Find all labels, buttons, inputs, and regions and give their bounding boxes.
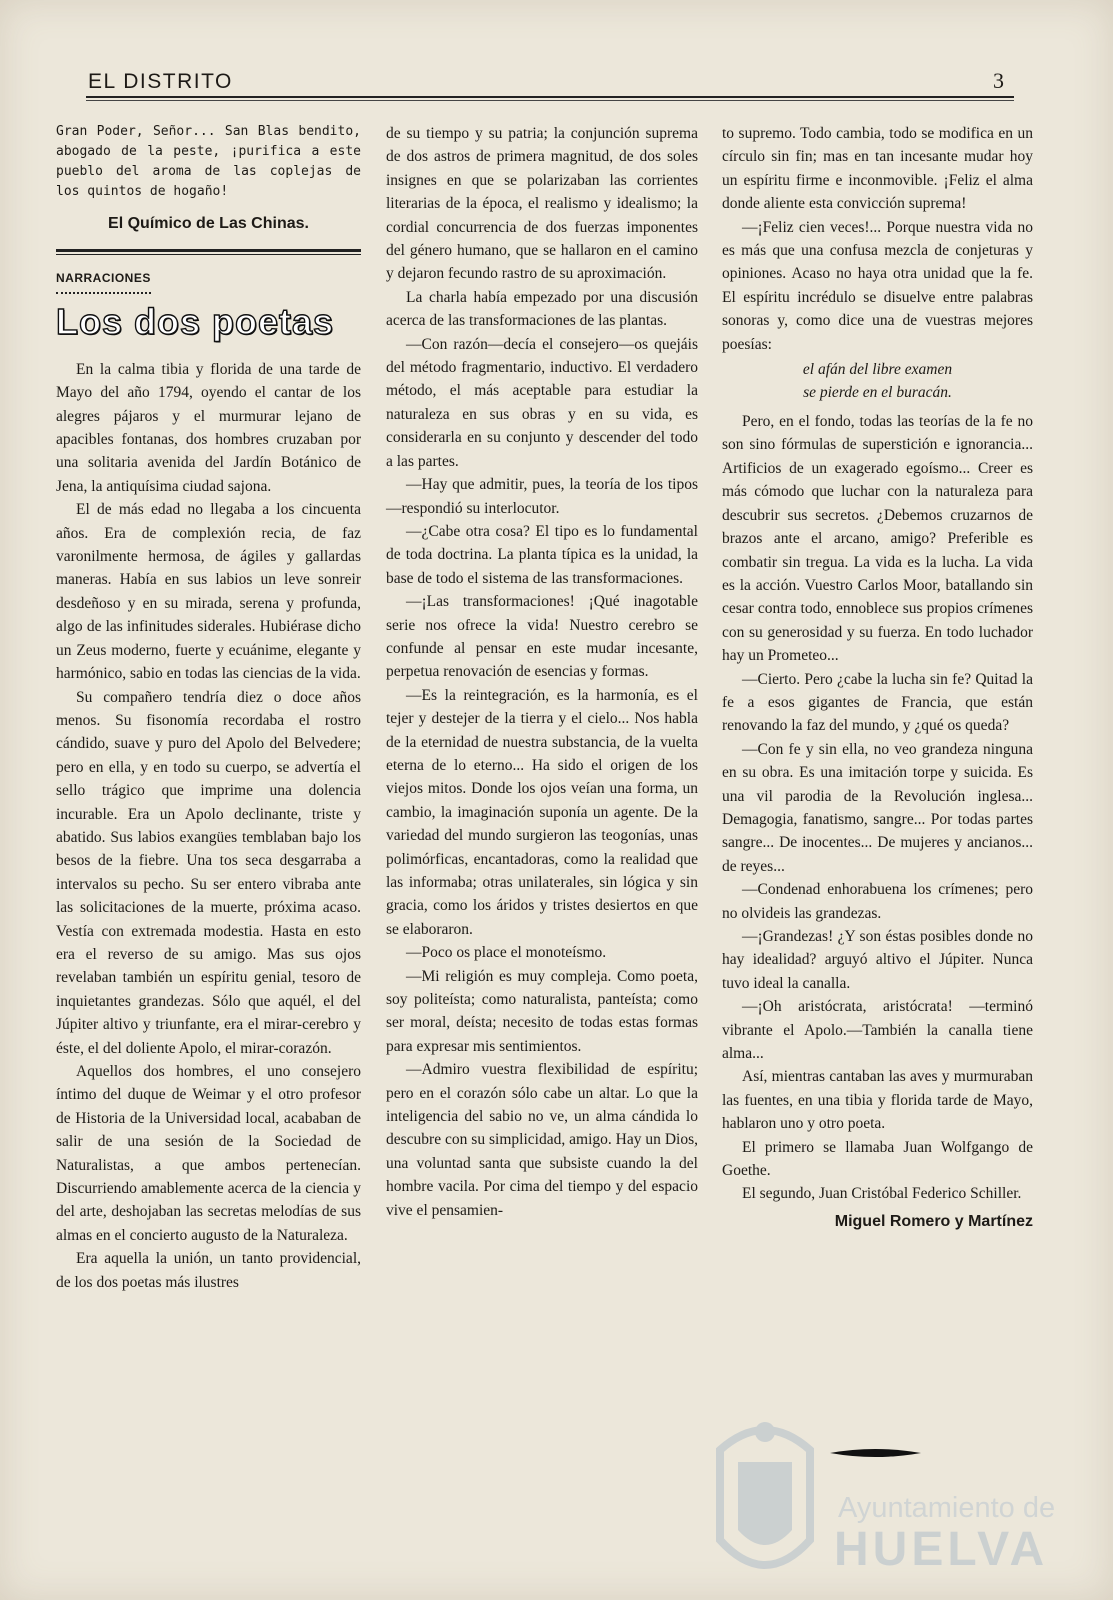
header-rule (86, 96, 1014, 98)
paragraph: Así, mientras cantaban las aves y murmuraban las fuentes, en una tibia y florida tarde de Mayo, hablaron uno y otro poeta. (722, 1068, 1033, 1133)
quote-text: Gran Poder, Señor... San Blas bendito, abogado de la peste, ¡purifica a este pueblo del aroma de las coplejas de los quintos de hogaño! (56, 124, 361, 199)
watermark (700, 1400, 1056, 1590)
paragraph: Pero, en el fondo, todas las teorías de la fe no son sino fórmulas de superstición e ignorancia... Artificios de un exagerado egoísmo... Creer es más cómodo que luchar con la naturaleza para descubrir sus secretos. ¿Debemos cruzarnos de brazos ante el arcano, amigo? Preferible es combatir sin tregua. La vida es la lucha. La vida es la acción. Vuestro Carlos Moor, batallando sin cesar contra todo, ennoblece sus propios crímenes con su generosidad y su fuerza. En todo luchador hay un Prometeo... (722, 413, 1033, 665)
paragraph: —Hay que admitir, pues, la teoría de los tipos—respondió su interlocutor. (386, 476, 698, 517)
paragraph: —¿Cabe otra cosa? El tipo es lo fundamental de toda doctrina. La planta típica es la unidad, la base de todo el sistema de las transformaciones. (386, 522, 698, 587)
paragraph: Era aquella la unión, un tanto providencial, de los dos poetas más ilustres (56, 1250, 361, 1291)
paragraph: —Es la reintegración, es la harmonía, es el tejer y destejer de la tierra y el cielo... Nos habla de la eternidad de nuestra substancia, de la vuelta eterna de lo eterno... Ha sido el origen de los viejos mitos. Donde los ojos veían una forma, un cambio, la imaginación suponía un agente. De la variedad del mundo surgieron las teogonías, unas polimórficas, encantadoras, como la realidad que las informaba; otras unilaterales, sin lógica y sin gracia, como los áridos y tristes desiertos en que se elaboraron. (386, 686, 698, 938)
paragraph: —Mi religión es muy compleja. Como poeta, soy politeísta; como naturalista, panteísta; como ser moral, deísta; necesito de todas estas formas para expresar mis sentimientos. (386, 967, 698, 1055)
verse-quote (722, 358, 1033, 404)
paragraph: de su tiempo y su patria; la conjunción suprema de dos astros de primera magnitud, de dos soles insignes en que se polarizaban las corrientes literarias de la época, el realismo y idealismo; la cordial concurrencia de dos fuerzas imponentes del género humano, que se hallaron en el camino y dejaron fecundo rastro de su aproximación. (386, 125, 698, 283)
paragraph: Aquellos dos hombres, el uno consejero íntimo del duque de Weimar y el otro profesor de Historia de la Universidad local, acababan de salir de una sesión de la Sociedad de Naturalistas, a que ambos pertenecían. Discurriendo amablemente acerca de la ciencia y del arte, deshojaban las secretas melodías de sus almas en el concierto augusto de la Naturaleza. (56, 1063, 361, 1244)
watermark-line1: Ayuntamiento de (838, 1492, 1056, 1524)
paragraph: to supremo. Todo cambia, todo se modifica en un círculo sin fin; mas en tan incesante mudar hoy un espíritu firme e inconmovible. ¡Feliz el alma donde aliente esta convicción suprema! (722, 125, 1033, 213)
paragraph: —Admiro vuestra flexibilidad de espíritu; pero en el corazón sólo cabe un altar. Lo que la inteligencia del sabio no ve, un alma cándida lo descubre con su simplicidad, amigo. Hay un Dios, una voluntad santa que subsiste cuando la del hombre vacila. Por cima del tiempo y del espacio vive el pensamien- (386, 1061, 698, 1219)
column-3 (722, 122, 1033, 1233)
paragraph: Su compañero tendría diez o doce años menos. Su fisonomía recordaba el rostro cándido, suave y puro del Apolo del Belvedere; pero en ella, y en todo su cuerpo, se advertía el sello trágico que imprime una dolencia incurable. Era un Apolo declinante, triste y abatido. Sus labios exangües temblaban bajo los besos de la fiebre. Una tos seca desgarraba a intervalos su pecho. Su ser entero vibraba ante las solicitaciones de la muerte, próxima acaso. Vestía con extremada modestia. Hasta en esto era el reverso de su amigo. Mas sus ojos revelaban también un espíritu genial, tesoro de inquietantes grandezas. Sólo que aquél, el del Júpiter altivo y triunfante, era el mirar-cerebro y éste, el del doliente Apolo, el mirar-corazón. (56, 688, 361, 1057)
paragraph: —¡Las transformaciones! ¡Qué inagotable serie nos ofrece la vida! Nuestro cerebro se confunde al pensar en este mudar incesante, perpetua renovación de esencias y formas. (386, 593, 698, 681)
page-number: 3 (993, 68, 1004, 93)
page-header (58, 68, 1036, 98)
paragraph: El segundo, Juan Cristóbal Federico Schiller. (742, 1185, 1022, 1203)
paragraph: —Cierto. Pero ¿cabe la lucha sin fe? Quitad la fe a esos gigantes de Francia, que están renovando la faz del mundo, y ¿qué os queda? (722, 670, 1033, 735)
article-author: Miguel Romero y Martínez (834, 1212, 1033, 1230)
article-title: Los dos poetas (56, 300, 335, 342)
paragraph: —¡Feliz cien veces!... Porque nuestra vida no es más que una confusa mezcla de conjeturas y opiniones. Acaso no haya otra unidad que la fe. El espíritu incrédulo se disuelve entre palabras sonoras y, como dice una de vuestras mejores poesías: (722, 218, 1033, 353)
paragraph: —Condenad enhorabuena los crímenes; pero no olvideis las grandezas. (722, 881, 1033, 922)
paragraph: —Con fe y sin ella, no veo grandeza ninguna en su obra. Es una imitación torpe y suicida. Es una vil parodia de la Revolución inglesa... Demagogia, fanatismo, sangre... Por todas partes sangre... De inocentes... De mujeres y ancianos... de reyes... (722, 740, 1033, 875)
section-divider-thin (56, 254, 361, 255)
paragraph: —¡Grandezas! ¿Y son éstas posibles donde no hay idealidad? arguyó altivo el Júpiter. Nunca tuvo ideal la canalla. (722, 928, 1033, 992)
paragraph: —¡Oh aristócrata, aristócrata! —terminó vibrante el Apolo.—También la canalla tiene alma... (722, 998, 1033, 1063)
paragraph: —Poco os place el monoteísmo. (406, 944, 607, 962)
watermark-line2: HUELVA (834, 1523, 1049, 1576)
column-1 (56, 122, 361, 1294)
coat-of-arms-icon (700, 1400, 830, 1590)
verse-line: se pierde en el buracán. (803, 384, 952, 402)
section-label: NARRACIONES (56, 267, 151, 293)
paragraph: En la calma tibia y florida de una tarde de Mayo del año 1794, oyendo el cantar de los alegres pájaros y el murmurar lejano de apacibles fontanas, dos hombres cruzaban por una solitaria avenida del Jardín Botánico de Jena, la antiquísima ciudad sajona. (56, 360, 361, 495)
verse-line: el afán del libre examen (802, 361, 953, 379)
column-2 (386, 122, 698, 1222)
header-rule-thin (86, 100, 1014, 101)
section-divider (56, 249, 361, 252)
newspaper-name: EL DISTRITO (88, 70, 233, 93)
paragraph: —Con razón—decía el consejero—os quejáis del método fragmentario, inductivo. El verdadero método, el más aceptable para estudiar la naturaleza en sus obras y en su vida, es considerarla en su conjunto y descender del todo a las partes. (386, 335, 698, 470)
paragraph: El de más edad no llegaba a los cincuenta años. Era de complexión recia, de faz varonilmente hermosa, de ágiles y gallardas maneras. Había en sus labios un leve sonreir desdeñoso y en su mirada, serena y profunda, algo de las infinitudes siderales. Hubiérase dicho un Zeus moderno, fuerte y ecuánime, elegante y harmónico, sabio en todas las ciencias de la vida. (56, 501, 361, 683)
paragraph: El primero se llamaba Juan Wolfgango de Goethe. (722, 1138, 1033, 1180)
quote-signature: El Químico de Las Chinas. (108, 215, 309, 232)
paragraph: La charla había empezado por una discusión acerca de las transformaciones de las plantas. (386, 288, 698, 330)
